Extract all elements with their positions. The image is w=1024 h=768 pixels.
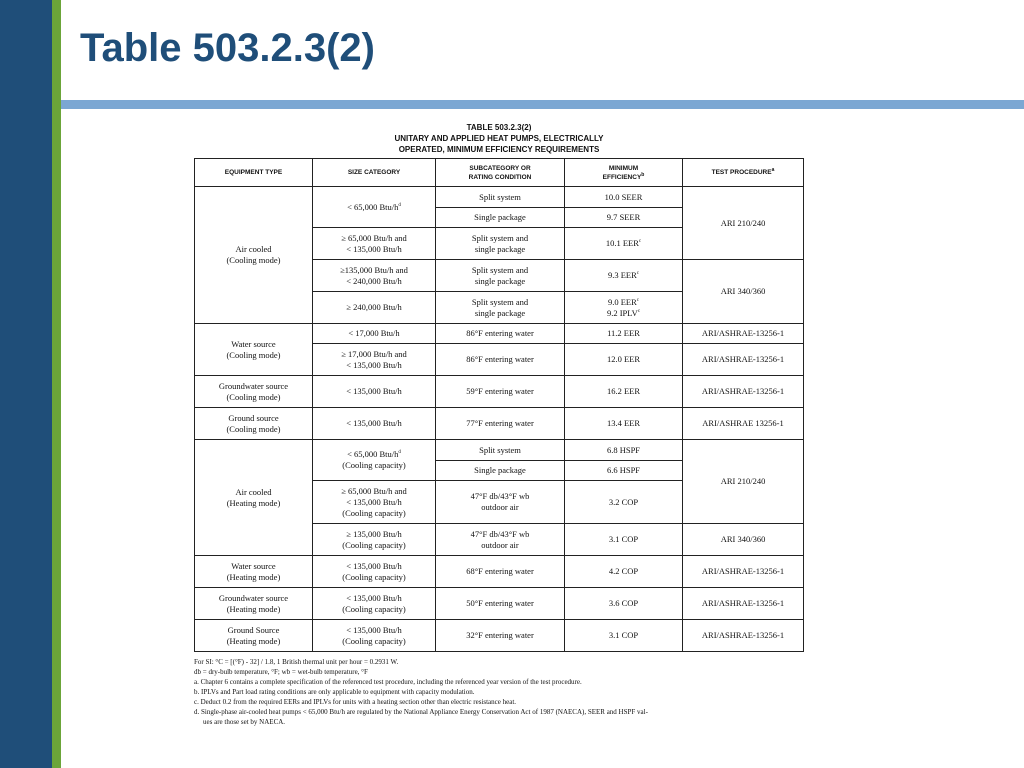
caption-line-2: UNITARY AND APPLIED HEAT PUMPS, ELECTRICALLY xyxy=(394,134,604,143)
equipment-cell: Air cooled (Cooling mode) xyxy=(195,187,313,324)
left-green-bar xyxy=(52,0,61,768)
header-test-procedure: TEST PROCEDURE$^a$ xyxy=(683,159,804,187)
subcategory-cell: Split system and single package xyxy=(436,228,565,260)
efficiency-cell: 6.6 HSPF xyxy=(565,461,683,481)
table-footnotes xyxy=(194,657,804,727)
size-cell: < 17,000 Btu/h xyxy=(313,324,436,344)
equipment-cell: Water source (Heating mode) xyxy=(195,556,313,588)
efficiency-cell: 9.0 EER$^c$ 9.2 IPLV$^c$ xyxy=(565,292,683,324)
size-cell: < 65,000 Btu/$h^d$ (Cooling capacity) xyxy=(313,440,436,481)
subcategory-cell: Split system xyxy=(436,187,565,208)
subcategory-cell: 47°F db/43°F wb outdoor air xyxy=(436,481,565,524)
header-size-category: SIZE CATEGORY xyxy=(313,159,436,187)
equipment-cell: Groundwater source (Cooling mode) xyxy=(195,376,313,408)
table-row xyxy=(195,376,804,408)
subcategory-cell: 68°F entering water xyxy=(436,556,565,588)
size-cell: ≥ 240,000 Btu/h xyxy=(313,292,436,324)
size-cell: ≥ 17,000 Btu/h and < 135,000 Btu/h xyxy=(313,344,436,376)
efficiency-cell: 3.1 COP xyxy=(565,620,683,652)
table-row xyxy=(195,408,804,440)
efficiency-cell: 10.0 SEER xyxy=(565,187,683,208)
subcategory-cell: 86°F entering water xyxy=(436,344,565,376)
header-minimum-efficiency: MINIMUM EFFICIENCY$^b$ xyxy=(565,159,683,187)
test-procedure-cell: ARI/ASHRAE-13256-1 xyxy=(683,324,804,344)
size-cell: ≥ 135,000 Btu/h (Cooling capacity) xyxy=(313,524,436,556)
equipment-cell: Ground source (Cooling mode) xyxy=(195,408,313,440)
note-b: b. IPLVs and Part load rating conditions are only applicable to equipment with capacity modulation. xyxy=(194,688,475,696)
subcategory-cell: 50°F entering water xyxy=(436,588,565,620)
subcategory-cell: Split system and single package xyxy=(436,292,565,324)
slide-title: Table 503.2.3(2) xyxy=(80,26,375,70)
test-procedure-cell: ARI/ASHRAE 13256-1 xyxy=(683,408,804,440)
efficiency-cell: 3.1 COP xyxy=(565,524,683,556)
header-equipment-type: EQUIPMENT TYPE xyxy=(195,159,313,187)
efficiency-cell: 12.0 EER xyxy=(565,344,683,376)
subcategory-cell: Single package xyxy=(436,208,565,228)
subcategory-cell: 32°F entering water xyxy=(436,620,565,652)
note-d: d. Single-phase air-cooled heat pumps < 65,000 Btu/h are regulated by the National Appliance Energy Conservation Act of 1987 (NAECA), SEER and HSPF val- xyxy=(194,708,648,716)
test-procedure-cell: ARI/ASHRAE-13256-1 xyxy=(683,376,804,408)
table-row xyxy=(195,440,804,461)
subcategory-cell: Split system and single package xyxy=(436,260,565,292)
size-cell: < 135,000 Btu/h (Cooling capacity) xyxy=(313,556,436,588)
equipment-cell: Water source (Cooling mode) xyxy=(195,324,313,376)
efficiency-cell: 10.1 EER$^c$ xyxy=(565,228,683,260)
efficiency-cell: 9.7 SEER xyxy=(565,208,683,228)
size-cell: ≥ 65,000 Btu/h and < 135,000 Btu/h xyxy=(313,228,436,260)
note-si: For SI: °C = [(°F) - 32] / 1.8, 1 British thermal unit per hour = 0.2931 W. xyxy=(194,658,399,666)
equipment-cell: Groundwater source (Heating mode) xyxy=(195,588,313,620)
efficiency-cell: 6.8 HSPF xyxy=(565,440,683,461)
efficiency-table xyxy=(194,158,804,652)
left-navy-bar xyxy=(0,0,52,768)
size-cell: ≥ 65,000 Btu/h and < 135,000 Btu/h (Cooling capacity) xyxy=(313,481,436,524)
header-row xyxy=(195,159,804,187)
caption-line-1: TABLE 503.2.3(2) xyxy=(466,123,532,132)
equipment-cell: Air cooled (Heating mode) xyxy=(195,440,313,556)
test-procedure-cell: ARI/ASHRAE-13256-1 xyxy=(683,556,804,588)
note-d-continued: ues are those set by NAECA. xyxy=(203,718,286,726)
note-db: db = dry-bulb temperature, °F; wb = wet-bulb temperature, °F xyxy=(194,668,368,676)
subcategory-cell: Single package xyxy=(436,461,565,481)
test-procedure-cell: ARI 340/360 xyxy=(683,524,804,556)
efficiency-cell: 3.6 COP xyxy=(565,588,683,620)
size-cell: < 135,000 Btu/h (Cooling capacity) xyxy=(313,620,436,652)
efficiency-cell: 11.2 EER xyxy=(565,324,683,344)
size-cell: ≥135,000 Btu/h and < 240,000 Btu/h xyxy=(313,260,436,292)
table-document xyxy=(194,122,804,727)
test-procedure-cell: ARI 210/240 xyxy=(683,187,804,260)
table-row xyxy=(195,620,804,652)
size-cell: < 65,000 Btu/$h^d$ xyxy=(313,187,436,228)
size-cell: < 135,000 Btu/h xyxy=(313,408,436,440)
test-procedure-cell: ARI/ASHRAE-13256-1 xyxy=(683,620,804,652)
table-caption xyxy=(194,122,804,155)
subcategory-cell: 59°F entering water xyxy=(436,376,565,408)
test-procedure-cell: ARI 210/240 xyxy=(683,440,804,524)
title-divider xyxy=(61,100,1024,109)
efficiency-cell: 3.2 COP xyxy=(565,481,683,524)
table-row xyxy=(195,556,804,588)
table-row xyxy=(195,588,804,620)
equipment-cell: Ground Source (Heating mode) xyxy=(195,620,313,652)
header-subcategory: SUBCATEGORY OR RATING CONDITION xyxy=(436,159,565,187)
note-a: a. Chapter 6 contains a complete specification of the referenced test procedure, including the referenced year version of the test procedure. xyxy=(194,678,582,686)
efficiency-cell: 4.2 COP xyxy=(565,556,683,588)
table-row xyxy=(195,187,804,208)
size-cell: < 135,000 Btu/h xyxy=(313,376,436,408)
subcategory-cell: 77°F entering water xyxy=(436,408,565,440)
note-c: c. Deduct 0.2 from the required EERs and IPLVs for units with a heating section other than electric resistance heat. xyxy=(194,698,517,706)
efficiency-cell: 9.3 EER$^c$ xyxy=(565,260,683,292)
efficiency-cell: 16.2 EER xyxy=(565,376,683,408)
caption-line-3: OPERATED, MINIMUM EFFICIENCY REQUIREMENTS xyxy=(398,145,600,154)
table-row xyxy=(195,324,804,344)
test-procedure-cell: ARI 340/360 xyxy=(683,260,804,324)
subcategory-cell: Split system xyxy=(436,440,565,461)
efficiency-cell: 13.4 EER xyxy=(565,408,683,440)
test-procedure-cell: ARI/ASHRAE-13256-1 xyxy=(683,344,804,376)
test-procedure-cell: ARI/ASHRAE-13256-1 xyxy=(683,588,804,620)
size-cell: < 135,000 Btu/h (Cooling capacity) xyxy=(313,588,436,620)
subcategory-cell: 86°F entering water xyxy=(436,324,565,344)
subcategory-cell: 47°F db/43°F wb outdoor air xyxy=(436,524,565,556)
